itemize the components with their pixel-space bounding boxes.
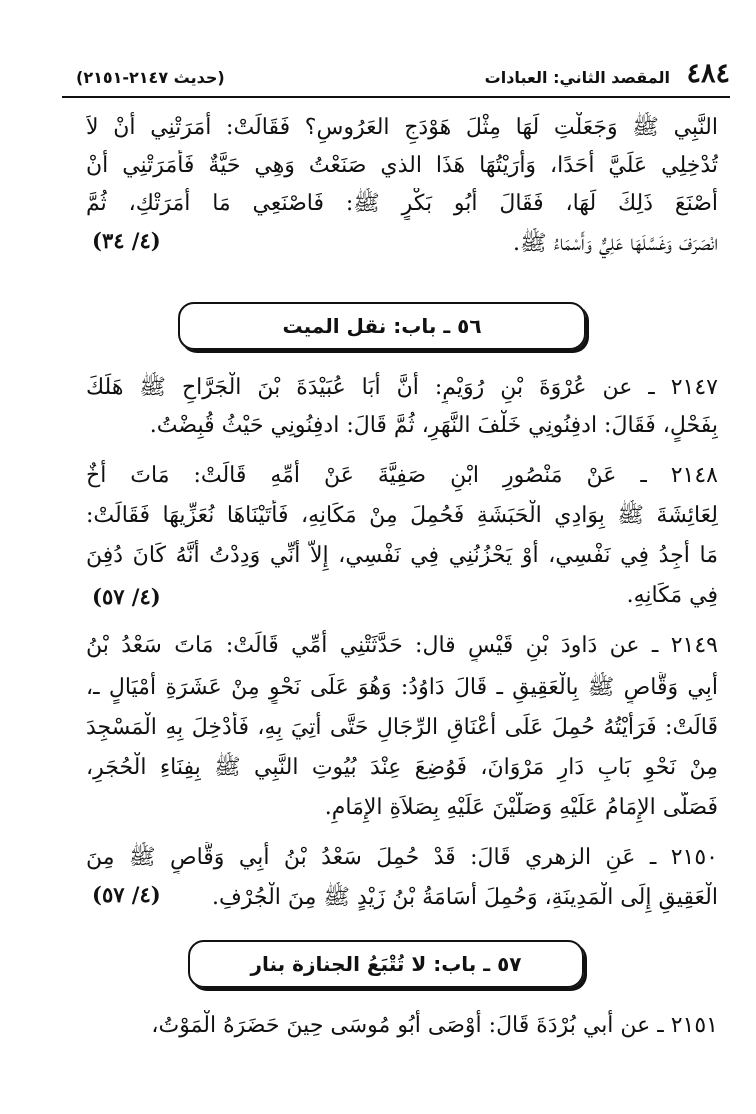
header-hadith-range: (حديث ٢١٤٧-٢١٥١) <box>76 68 225 87</box>
header-title: المقصد الثاني: العبادات <box>484 68 670 87</box>
hadith-2147-line: ٢١٤٧ ـ عن عُرْوَةَ بْنِ رُوَيْمٍ: أَنَّ أَبَا عُبَيْدَةَ بْنَ الْجَرَّاحِ ﷺ هَلَكَ <box>86 375 718 400</box>
hadith-2149-line: فَصَلَّى الإِمَامُ عَلَيْهِ وَصَلَّيْنَ عَلَيْهِ بِصَلاَةِ الإِمَامِ. <box>324 795 718 820</box>
text-line: انْصَرَفَ وَغَسَّلَهَا عَلِيٌّ وَأَسْمَاءُ ﷺ. <box>512 231 718 256</box>
hadith-2147-line: بِفَحْلٍ، فَقَالَ: ادفِنُونِي خَلْفَ النَّهَرِ، ثُمَّ قَالَ: ادفِنُونِي حَيْثُ قُبِضْتُ. <box>149 413 718 438</box>
page-number: ٤٨٤ <box>686 58 730 89</box>
hadith-2149-line: أَبِي وَقَّاصٍ ﷺ بِالْعَقِيقِ ـ قَالَ دَاوُدُ: وَهُوَ عَلَى نَحْوٍ مِنْ عَشَرَةِ أَمْيَالٍ ـ، <box>86 675 718 700</box>
hadith-2148-line: مَا أَجِدُ فِي نَفْسِي، أَوْ يَحْزُنُنِي فِي نَفْسِي، إِلاَّ أَنِّي وَدِدْتُ أَنَّهُ كَانَ دُفِنَ <box>86 543 718 568</box>
text-line: أَصْنَعَ ذَلِكَ لَهَا، فَقَالَ أَبُو بَكْرٍ ﷺ: فَاصْنَعِي مَا أَمَرَتْكِ، ثُمَّ <box>86 191 718 216</box>
hadith-2149-line: مِنْ نَحْوِ بَابِ دَارِ مَرْوَانَ، فَوُضِعَ عِنْدَ بُيُوتِ النَّبِي ﷺ بِفِنَاءِ الْحُجَرِ، <box>86 755 718 780</box>
hadith-2149-line: ٢١٤٩ ـ عن دَاودَ بْنِ قَيْسٍ قال: حَدَّثَتْنِي أُمِّي قَالَتْ: مَاتَ سَعْدُ بْنُ <box>86 633 718 658</box>
running-header <box>62 58 730 98</box>
hadith-2148-line: ٢١٤٨ ـ عَنْ مَنْصُورِ ابْنِ صَفِيَّةَ عَنْ أُمِّهِ قَالَتْ: مَاتَ أَخٌ <box>86 463 718 488</box>
hadith-2148-line: لِعَائِشَةَ ﷺ بِوَادِي الْحَبَشَةِ فَحُمِلَ مِنْ مَكَانِهِ، فَأَتَيْنَاهَا نُعَزِّيهَا فَقَالَتْ: <box>86 503 718 528</box>
hadith-2148-line: فِي مَكَانِهِ. <box>626 583 718 608</box>
hadith-2150-line: ٢١٥٠ ـ عَنِ الزهري قَالَ: قَدْ حُمِلَ سَعْدُ بْنُ أَبِي وَقَّاصٍ ﷺ مِنَ <box>86 845 718 870</box>
text-line: النَّبِي ﷺ وَجَعَلْتِ لَهَا مِثْلَ هَوْدَجِ العَرُوسِ؟ فَقَالَتْ: أَمَرَتْنِي أَنْ لاَ <box>86 115 718 140</box>
source-reference: (٤/ ٥٧) <box>92 882 161 907</box>
chapter-heading: ٥٧ ـ باب: لا تُتْبَعُ الجنازة بنار <box>188 940 584 988</box>
source-reference: (٤/ ٣٤) <box>92 228 161 253</box>
hadith-2151-line: ٢١٥١ ـ عن أبي بُرْدَةَ قَالَ: أَوْصَى أَبُو مُوسَى حِينَ حَضَرَهُ الْمَوْتُ، <box>151 1013 718 1038</box>
hadith-2149-line: قَالَتْ: فَرَأَيْتُهُ حُمِلَ عَلَى أَعْنَاقِ الرِّجَالِ حَتَّى أُتِيَ بِهِ، فَأُدْخِلَ بِهِ الْمَسْجِدَ <box>86 715 718 740</box>
hadith-2150-line: الْعَقِيقِ إِلَى الْمَدِينَةِ، وَحُمِلَ أُسَامَةُ بْنُ زَيْدٍ ﷺ مِنَ الْجُرْفِ. <box>211 885 718 910</box>
source-reference: (٤/ ٥٧) <box>92 584 161 609</box>
text-line: تُدْخِلِي عَلَيَّ أَحَدًا، وَأَرَيْتُهَا هَذَا الذي صَنَعْتُ وَهِي حَيَّةٌ فَأَمَرَتْنِي أَنْ <box>86 153 718 178</box>
chapter-heading: ٥٦ ـ باب: نقل الميت <box>178 302 586 350</box>
